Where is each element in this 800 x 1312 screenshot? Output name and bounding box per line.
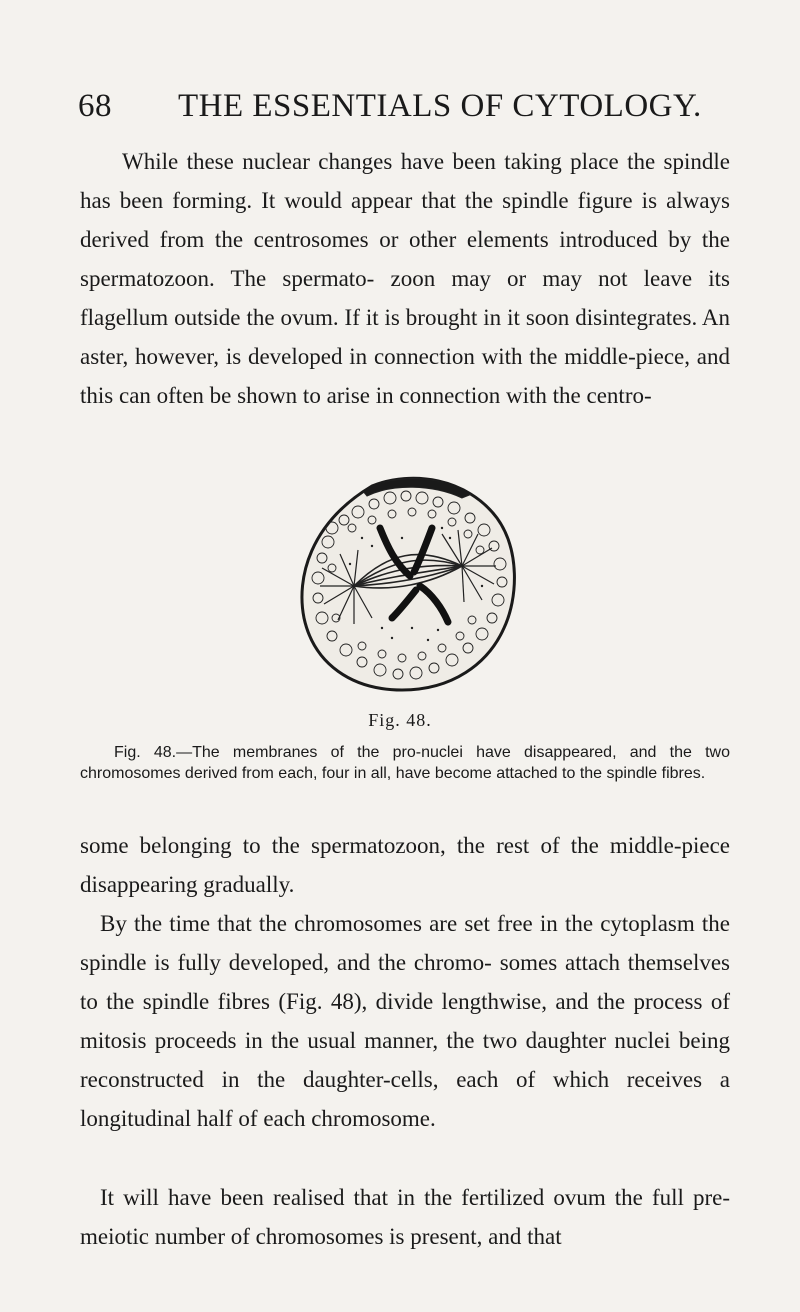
running-title: THE ESSENTIALS OF CYTOLOGY. <box>178 88 702 124</box>
page-header <box>78 88 738 128</box>
page-number: 68 <box>78 88 112 124</box>
body-paragraph: some belonging to the spermatozoon, the rest of the middle-piece disappearing gradually. <box>80 833 730 897</box>
figure-48-illustration <box>292 468 522 700</box>
body-paragraph: While these nuclear changes have been taking place the spindle has been forming. It would appear that the spindle figure is always derived from the centrosomes or other elements introduced by the spermatozoon. The spermato- zoon may or may not leave its flagellum outside the ovum. If it is brought in it soon disintegrates. An aster, however, is developed in connection with the middle-piece, and this can often be shown to arise in connection with the centro- <box>80 149 730 408</box>
figure-label: Fig. 48. <box>368 710 432 730</box>
body-paragraph: By the time that the chromosomes are set free in the cytoplasm the spindle is fully developed, and the chromo- somes attach themselves to the spindle fibres (Fig. 48), divide lengthwise, and the process of mitosis proceeds in the usual manner, the two daughter nuclei being reconstructed in the daughter-cells, each of which receives a longitudinal half of each chromosome. <box>80 911 730 1131</box>
figure-caption: Fig. 48.—The membranes of the pro-nuclei have disappeared, and the two chromosomes derived from each, four in all, have become attached to the spindle fibres. <box>80 744 730 782</box>
body-paragraph: It will have been realised that in the fertilized ovum the full pre-meiotic number of chromosomes is present, and that <box>80 1185 730 1249</box>
cell-spindle-illustration-icon <box>292 468 522 700</box>
